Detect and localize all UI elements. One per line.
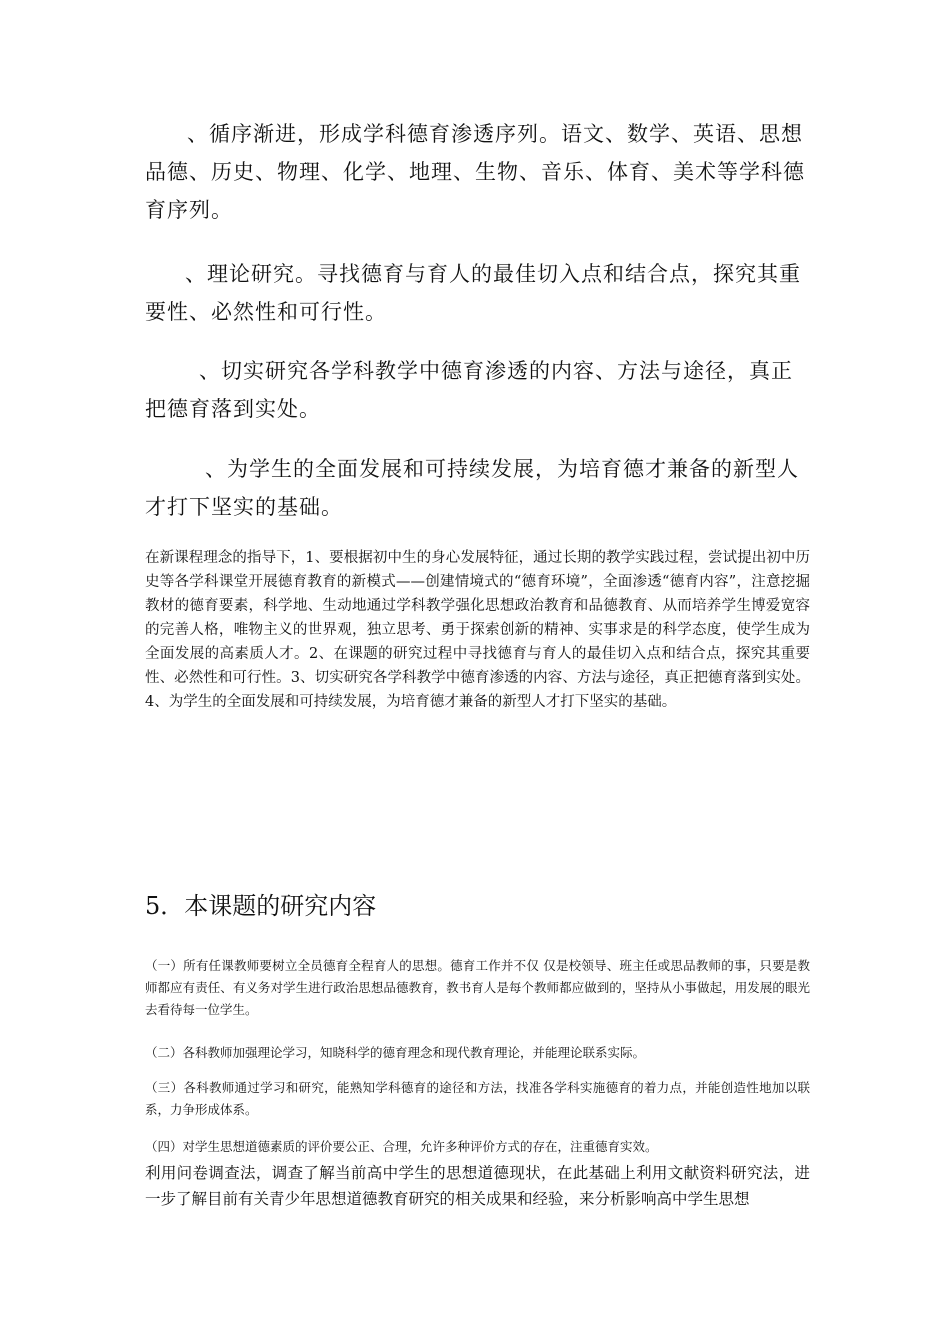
content-item-4: （四）对学生思想道德素质的评价要公正、合理，允许多种评价方式的存在，注重德育实效。 (145, 1139, 658, 1154)
paragraph-subject-sequence: 、循序渐进，形成学科德育渗透序列。语文、数学、英语、思想品德、历史、物理、化学、地理、生物、音乐、体育、美术等学科德育序列。 (145, 122, 805, 222)
content-item-2: （二）各科教师加强理论学习，知晓科学的德育理念和现代教育理论，并能理论联系实际。 (145, 1045, 646, 1060)
method-paragraph: 利用问卷调查法，调查了解当前高中学生的思想道德现状，在此基础上利用文献资料研究法，进一步了解目前有关青少年思想道德教育研究的相关成果和经验，来分析影响高中学生思想 (145, 1164, 810, 1208)
paragraph-student-development: 、为学生的全面发展和可持续发展，为培育德才兼备的新型人才打下坚实的基础。 (145, 457, 799, 519)
content-item-3: （三）各科教师通过学习和研究，能熟知学科德育的途径和方法，找准各学科实施德育的着力点，并能创造性地加以联系，力争形成体系。 (145, 1080, 810, 1117)
paragraph-practice-research: 、切实研究各学科教学中德育渗透的内容、方法与途径，真正把德育落到实处。 (145, 359, 793, 421)
paragraph-theory-research: 、理论研究。寻找德育与育人的最佳切入点和结合点，探究其重要性、必然性和可行性。 (145, 262, 801, 324)
content-item-1: （一）所有任课教师要树立全员德育全程育人的思想。德育工作并不仅 仅是校领导、班主任或思品教师的事，只要是教师都应有责任、有义务对学生进行政治思想品德教育，教书育人是每个教师都应做到的，坚持从小事做起，用发展的眼光去看待每一位学生。 (145, 958, 810, 1017)
summary-paragraph: 在新课程理念的指导下，1、要根据初中生的身心发展特征，通过长期的教学实践过程，尝试提出初中历史等各学科课堂开展德育教育的新模式——创建情境式的“德育环境”，全面渗透“德育内容”，注意挖掘教材的德育要素，科学地、生动地通过学科教学强化思想政治教育和品德教育、从而培养学生博爱宽容的完善人格，唯物主义的世界观，独立思考、勇于探索创新的精神、实事求是的科学态度，使学生成为全面发展的高素质人才。2、在课题的研究过程中寻找德育与育人的最佳切入点和结合点，探究其重要性、必然性和可行性。3、切实研究各学科教学中德育渗透的内容、方法与途径，真正把德育落到实处。4、为学生的全面发展和可持续发展，为培育德才兼备的新型人才打下坚实的基础。 (145, 550, 810, 710)
section-heading: 5．本课题的研究内容 (145, 892, 377, 920)
